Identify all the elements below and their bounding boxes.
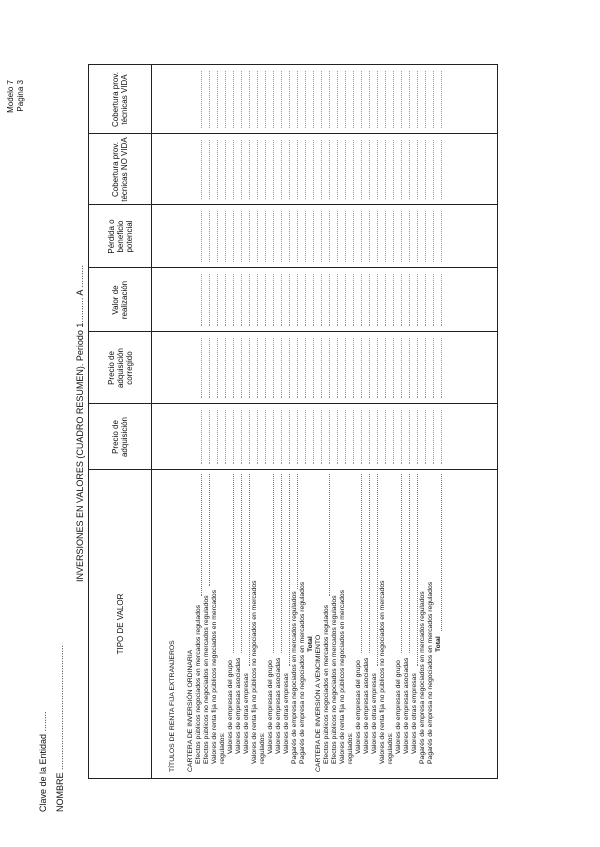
value-entry-line [409,410,410,464]
value-entry-line [329,71,330,128]
value-entry-line [393,140,394,199]
value-entry-line [241,338,242,398]
table-row [323,65,331,778]
value-entry-line [289,410,290,464]
value-entry-line [377,274,378,326]
value-entry-line [433,71,434,128]
value-entry-line [353,211,354,262]
value-entry-line [217,338,218,398]
value-entry-line [297,274,298,326]
leader-dots [361,474,362,653]
column-divider [89,133,497,134]
value-entry-line [369,410,370,464]
table-row [307,65,315,778]
table-row [283,65,291,778]
row-label: regulados: [219,732,226,764]
row-label: Efectos públicos negociados en mercados regulados [195,604,202,764]
value-entry-line [249,410,250,464]
value-entry-line [233,211,234,262]
column-divider [89,267,497,268]
value-entry-line [265,338,266,398]
value-entry-line [361,140,362,199]
value-entry-line [345,71,346,128]
table-row [395,65,403,778]
value-entry-line [417,410,418,464]
value-entry-line [361,410,362,464]
value-entry-line [385,410,386,464]
leader-dots [417,474,418,666]
value-entry-line [225,338,226,398]
value-entry-line [441,71,442,128]
leader-dots [377,474,378,666]
investments-table [88,64,498,779]
table-row [243,65,251,778]
row-label: Valores de otras empresas [243,673,250,754]
row-label: Total [435,636,442,652]
value-entry-line [441,410,442,464]
value-entry-line [393,338,394,398]
column-header: Pérdida o beneficio potencial [106,219,134,254]
value-entry-line [209,274,210,326]
value-entry-line [385,71,386,128]
value-entry-line [345,211,346,262]
column-header: Precio de adquisición [111,416,129,458]
value-entry-line [433,338,434,398]
row-label: Pagarés de empresa negociados en mercados regulados [419,591,426,764]
row-label: Total [307,636,314,652]
table-body [151,65,497,778]
table-row [315,65,323,778]
leader-dots [409,474,410,653]
table-row [187,65,195,778]
value-entry-line [297,410,298,464]
value-entry-line [265,140,266,199]
row-label: regulados: [387,732,394,764]
row-label: Valores de renta fija no públicos no negociados en mercados [251,580,258,764]
model-label [6,80,26,113]
value-entry-line [417,338,418,398]
page-number: Pagina 3 [16,80,25,112]
value-entry-line [273,410,274,464]
value-entry-line [369,211,370,262]
value-entry-line [201,71,202,128]
value-entry-line [377,211,378,262]
value-entry-line [425,211,426,262]
value-entry-line [305,140,306,199]
table-row [403,65,411,778]
row-label: Efectos públicos negociados en mercados regulados [323,604,330,764]
leader-dots [289,474,290,666]
page-title: INVERSIONES EN VALORES (CUADRO RESUMEN). Periodo 1.......... A ......... [75,265,85,582]
value-entry-line [201,338,202,398]
leader-dots [249,474,250,666]
row-label: TÍTULOS DE RENTA FIJA EXTRANJEROS [169,640,176,772]
value-entry-line [313,410,314,464]
value-entry-line [417,211,418,262]
row-label: Valores de otras empresas [283,673,290,754]
row-label: regulados: [347,732,354,764]
row-label: Efectos públicos no negociados en mercados regulados [203,595,210,764]
value-entry-line [345,140,346,199]
value-entry-line [201,274,202,326]
value-entry-line [273,211,274,262]
value-entry-line [441,274,442,326]
value-entry-line [441,140,442,199]
value-entry-line [401,71,402,128]
value-entry-line [249,71,250,128]
row-label: Valores de empresas asociadas [403,657,410,754]
table-row [259,65,267,778]
value-entry-line [385,338,386,398]
value-entry-line [337,410,338,464]
leader-dots [401,474,402,653]
table-row [371,65,379,778]
table-row [339,65,347,778]
column-header: Precio de adquisición corregido [106,347,134,389]
value-entry-line [385,274,386,326]
value-entry-line [417,140,418,199]
value-entry-line [225,71,226,128]
value-entry-line [225,410,226,464]
value-entry-line [217,140,218,199]
value-entry-line [233,274,234,326]
value-entry-line [249,274,250,326]
value-entry-line [281,71,282,128]
value-entry-line [233,338,234,398]
value-entry-line [369,338,370,398]
value-entry-line [217,410,218,464]
value-entry-line [265,410,266,464]
row-label: regulados: [259,732,266,764]
row-label: Valores de empresas asociadas [275,657,282,754]
row-label: Valores de empresas asociadas [235,657,242,754]
value-entry-line [209,140,210,199]
leader-dots [281,474,282,653]
leader-dots [209,474,210,586]
value-entry-line [297,140,298,199]
table-row [419,65,427,778]
row-label: Valores de renta fija no públicos no negociados en mercados [379,580,386,764]
value-entry-line [305,410,306,464]
value-entry-line [353,71,354,128]
value-entry-line [321,274,322,326]
table-row [347,65,355,778]
row-label: CARTERA DE INVERSIÓN ORDINARIA [187,649,194,772]
leader-dots [201,474,202,596]
value-entry-line [257,211,258,262]
value-entry-line [361,338,362,398]
value-entry-line [217,211,218,262]
value-entry-line [233,140,234,199]
row-label: Valores de renta fija no públicos negociados en mercados [211,589,218,764]
value-entry-line [225,274,226,326]
value-entry-line [369,140,370,199]
value-entry-line [393,410,394,464]
value-entry-line [361,211,362,262]
value-entry-line [281,211,282,262]
value-entry-line [225,140,226,199]
value-entry-line [305,338,306,398]
value-entry-line [297,211,298,262]
table-header [89,65,152,778]
column-header: Valor de realización [111,280,129,320]
value-entry-line [441,211,442,262]
table-row [291,65,299,778]
value-entry-line [249,338,250,398]
value-entry-line [249,211,250,262]
leader-dots [241,474,242,653]
value-entry-line [297,71,298,128]
value-entry-line [201,410,202,464]
value-entry-line [409,140,410,199]
value-entry-line [233,410,234,464]
value-entry-line [257,274,258,326]
value-entry-line [265,211,266,262]
leader-dots [233,474,234,653]
value-entry-line [345,410,346,464]
value-entry-line [241,410,242,464]
value-entry-line [225,211,226,262]
value-entry-line [257,140,258,199]
value-entry-line [273,140,274,199]
value-entry-line [425,71,426,128]
value-entry-line [281,338,282,398]
table-row [427,65,435,778]
value-entry-line [329,211,330,262]
value-entry-line [241,211,242,262]
table-row [275,65,283,778]
value-entry-line [305,274,306,326]
value-entry-line [289,71,290,128]
value-entry-line [425,274,426,326]
value-entry-line [329,410,330,464]
value-entry-line [337,71,338,128]
value-entry-line [321,410,322,464]
table-row [355,65,363,778]
value-entry-line [257,338,258,398]
value-entry-line [401,211,402,262]
table-row [267,65,275,778]
row-label: Pagarés de empresa no negociados en mercados regulados [427,581,434,764]
value-entry-line [289,140,290,199]
table-row [379,65,387,778]
value-entry-line [329,274,330,326]
value-entry-line [201,140,202,199]
value-entry-line [433,410,434,464]
value-entry-line [393,71,394,128]
table-row [387,65,395,778]
value-entry-line [369,71,370,128]
table-row [203,65,211,778]
table-row [219,65,227,778]
value-entry-line [321,140,322,199]
value-entry-line [337,140,338,199]
value-entry-line [209,410,210,464]
value-entry-line [305,211,306,262]
table-row [169,65,177,778]
value-entry-line [241,140,242,199]
value-entry-line [361,71,362,128]
table-row [227,65,235,778]
value-entry-line [313,71,314,128]
value-entry-line [313,211,314,262]
leader-dots [329,474,330,596]
value-entry-line [289,338,290,398]
value-entry-line [273,71,274,128]
row-label: Valores de empresas del grupo [355,660,362,754]
value-entry-line [417,71,418,128]
value-entry-line [409,71,410,128]
leader-dots [273,474,274,653]
row-label: Valores de empresas del grupo [267,660,274,754]
row-label: Valores de renta fija no públicos negociados en mercados [339,589,346,764]
column-divider [89,403,497,404]
value-entry-line [425,338,426,398]
row-label: Efectos públicos no negociados en mercados regulados [331,595,338,764]
value-entry-line [257,410,258,464]
value-entry-line [233,71,234,128]
value-entry-line [209,211,210,262]
value-entry-line [385,211,386,262]
value-entry-line [201,211,202,262]
value-entry-line [401,410,402,464]
value-entry-line [257,71,258,128]
value-entry-line [305,71,306,128]
value-entry-line [377,71,378,128]
value-entry-line [353,410,354,464]
value-entry-line [353,338,354,398]
value-entry-line [401,140,402,199]
value-entry-line [377,338,378,398]
value-entry-line [241,71,242,128]
value-entry-line [401,274,402,326]
value-entry-line [353,140,354,199]
value-entry-line [409,211,410,262]
leader-dots [441,474,442,631]
value-entry-line [273,274,274,326]
value-entry-line [369,274,370,326]
value-entry-line [281,274,282,326]
table-row [251,65,259,778]
value-entry-line [217,71,218,128]
value-entry-line [241,274,242,326]
value-entry-line [329,140,330,199]
column-header: TIPO DE VALOR [115,593,125,655]
modelo-number: Modelo 7 [6,80,15,113]
table-row [411,65,419,778]
value-entry-line [321,71,322,128]
value-entry-line [393,211,394,262]
value-entry-line [273,338,274,398]
row-label: Pagarés de empresa negociados en mercados regulados [291,591,298,764]
value-entry-line [377,410,378,464]
value-entry-line [313,140,314,199]
value-entry-line [209,338,210,398]
value-entry-line [441,338,442,398]
leader-dots [369,474,370,653]
row-label: Valores de empresas del grupo [395,660,402,754]
value-entry-line [401,338,402,398]
entity-key-field: Clave de la Entidad ........ [38,711,48,812]
value-entry-line [377,140,378,199]
value-entry-line [393,274,394,326]
column-header: Cobertura prov. técnicas VIDA [111,72,129,127]
value-entry-line [337,211,338,262]
column-header: Cobertura prov. técnicas NO VIDA [111,137,129,202]
value-entry-line [209,71,210,128]
table-row [299,65,307,778]
table-row [331,65,339,778]
value-entry-line [345,274,346,326]
row-label: CARTERA DE INVERSIÓN A VENCIMIENTO [315,634,322,772]
value-entry-line [313,338,314,398]
value-entry-line [217,274,218,326]
entity-name-field: NOMBRE .................................................. [55,644,65,812]
value-entry-line [337,274,338,326]
value-entry-line [265,274,266,326]
value-entry-line [409,274,410,326]
value-entry-line [433,211,434,262]
row-label: Valores de empresas asociadas [363,657,370,754]
value-entry-line [297,338,298,398]
table-row [235,65,243,778]
value-entry-line [329,338,330,398]
value-entry-line [289,211,290,262]
value-entry-line [425,140,426,199]
value-entry-line [425,410,426,464]
value-entry-line [281,140,282,199]
table-row [211,65,219,778]
value-entry-line [289,274,290,326]
column-divider [89,469,497,470]
table-row [363,65,371,778]
value-entry-line [321,338,322,398]
value-entry-line [433,140,434,199]
table-row [435,65,443,778]
value-entry-line [249,140,250,199]
value-entry-line [321,211,322,262]
value-entry-line [345,338,346,398]
row-label: Valores de empresas del grupo [227,660,234,754]
value-entry-line [433,274,434,326]
column-divider [89,204,497,205]
leader-dots [297,474,298,589]
value-entry-line [361,274,362,326]
value-entry-line [417,274,418,326]
column-divider [89,331,497,332]
value-entry-line [353,274,354,326]
value-entry-line [265,71,266,128]
value-entry-line [281,410,282,464]
row-label: Valores de otras empresas [411,673,418,754]
value-entry-line [409,338,410,398]
row-label: Valores de otras empresas [371,673,378,754]
value-entry-line [337,338,338,398]
row-label: Pagarés de empresa no negociados en mercados regulados [299,581,306,764]
value-entry-line [313,274,314,326]
table-row [195,65,203,778]
value-entry-line [385,140,386,199]
